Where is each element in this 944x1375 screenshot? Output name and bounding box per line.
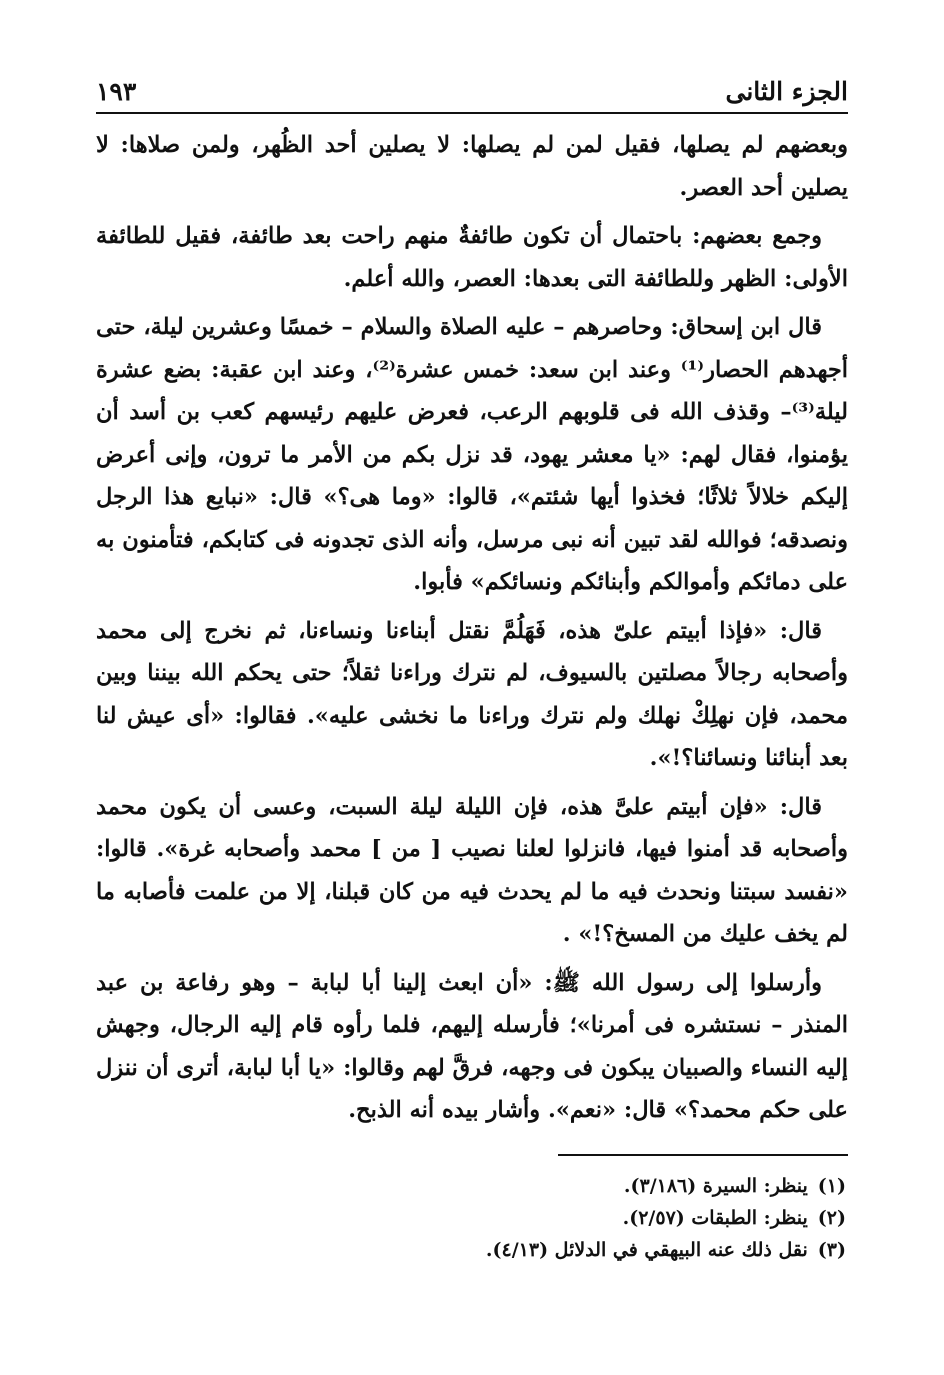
- footnote-2: [96, 1202, 848, 1234]
- footnote-3: [96, 1234, 848, 1266]
- footnote-text: نقل ذلك عنه البيهقي في الدلائل (٤/١٣).: [485, 1238, 808, 1261]
- book-page: [96, 64, 848, 1266]
- paragraph-5: قال: «فإن أبيتم علىَّ هذه، فإن الليلة ليلة السبت، وعسى أن يكون محمد وأصحابه قد أمنوا فيها، فانزلوا لعلنا نصيب [ من ] محمد وأصحابه غرة». قالوا: «نفسد سبتنا ونحدث فيه ما لم يحدث فيه من كان قبلنا، إلا من علمت فأصابه ما لم يخف عليك من المسخ؟!» .: [96, 793, 848, 947]
- footnote-number: (٣): [817, 1238, 846, 1261]
- footnote-number: (٢): [817, 1206, 846, 1229]
- running-title: الجزء الثانى: [725, 77, 848, 106]
- footnotes: [96, 1170, 848, 1266]
- page-number: ١٩٣: [96, 77, 137, 106]
- paragraph-6: وأرسلوا إلى رسول الله ﷺ: «أن ابعث إلينا أبا لبابة – وهو رفاعة بن عبد المنذر – نستشره فى أمرنا»؛ فأرسله إليهم، فلما رأوه قام إليه الرجال، وجهش إليه النساء والصبيان يبكون فى وجهه، فرقَّ لهم وقالوا: «يا أبا لبابة، أترى أن ننزل على حكم محمد؟» قال: «نعم». وأشار بيده أنه الذبح.: [96, 969, 848, 1123]
- footnote-number: (١): [817, 1174, 846, 1197]
- footnote-text: ينظر: السيرة (٣/١٨٦).: [623, 1174, 808, 1197]
- paragraph-3: قال ابن إسحاق: وحاصرهم – عليه الصلاة والسلام – خمسًا وعشرين ليلة، حتى أجهدهم الحصار⁽¹⁾ وعند ابن سعد: خمس عشرة⁽²⁾، وعند ابن عقبة: بضع عشرة ليلة⁽³⁾– وقذف الله فى قلوبهم الرعب، فعرض عليهم رئيسهم كعب بن أسد أن يؤمنوا، فقال لهم: «يا معشر يهود، قد نزل بكم من الأمر ما ترون، وإنى أعرض إليكم خلالاً ثلاثًا؛ فخذوا أيها شئتم»، قالوا: «وما هى؟» قال: «نبايع هذا الرجل ونصدقه؛ فوالله لقد تبين أنه نبى مرسل، وأنه الذى تجدونه فى كتابكم، فتأمنون به على دمائكم وأموالكم وأبنائكم ونسائكم» فأبوا.: [96, 314, 848, 595]
- footnote-rule: [558, 1154, 848, 1156]
- footnote-text: ينظر: الطبقات (٢/٥٧).: [622, 1206, 808, 1229]
- page-header: [96, 64, 848, 112]
- header-rule: [96, 112, 848, 114]
- paragraph-2: وجمع بعضهم: باحتمال أن تكون طائفةٌ منهم راحت بعد طائفة، فقيل للطائفة الأولى: الظهر وللطائفة التى بعدها: العصر، والله أعلم.: [96, 223, 848, 292]
- body-text: [96, 124, 848, 1132]
- paragraph-1: وبعضهم لم يصلها، فقيل لمن لم يصلها: لا يصلين أحد الظُهر، ولمن صلاها: لا يصلين أحد العصر.: [96, 132, 848, 201]
- footnote-1: [96, 1170, 848, 1202]
- paragraph-4: قال: «فإذا أبيتم علىّ هذه، فَهَلُمَّ نقتل أبناءنا ونساءنا، ثم نخرج إلى محمد وأصحابه رجالاً مصلتين بالسيوف، لم نترك وراءنا ثقلاً؛ حتى يحكم الله بيننا وبين محمد، فإن نهلِكْ نهلك ولم نترك وراءنا ما نخشى عليه». فقالوا: «أى عيش لنا بعد أبنائنا ونسائنا؟!».: [96, 617, 848, 771]
